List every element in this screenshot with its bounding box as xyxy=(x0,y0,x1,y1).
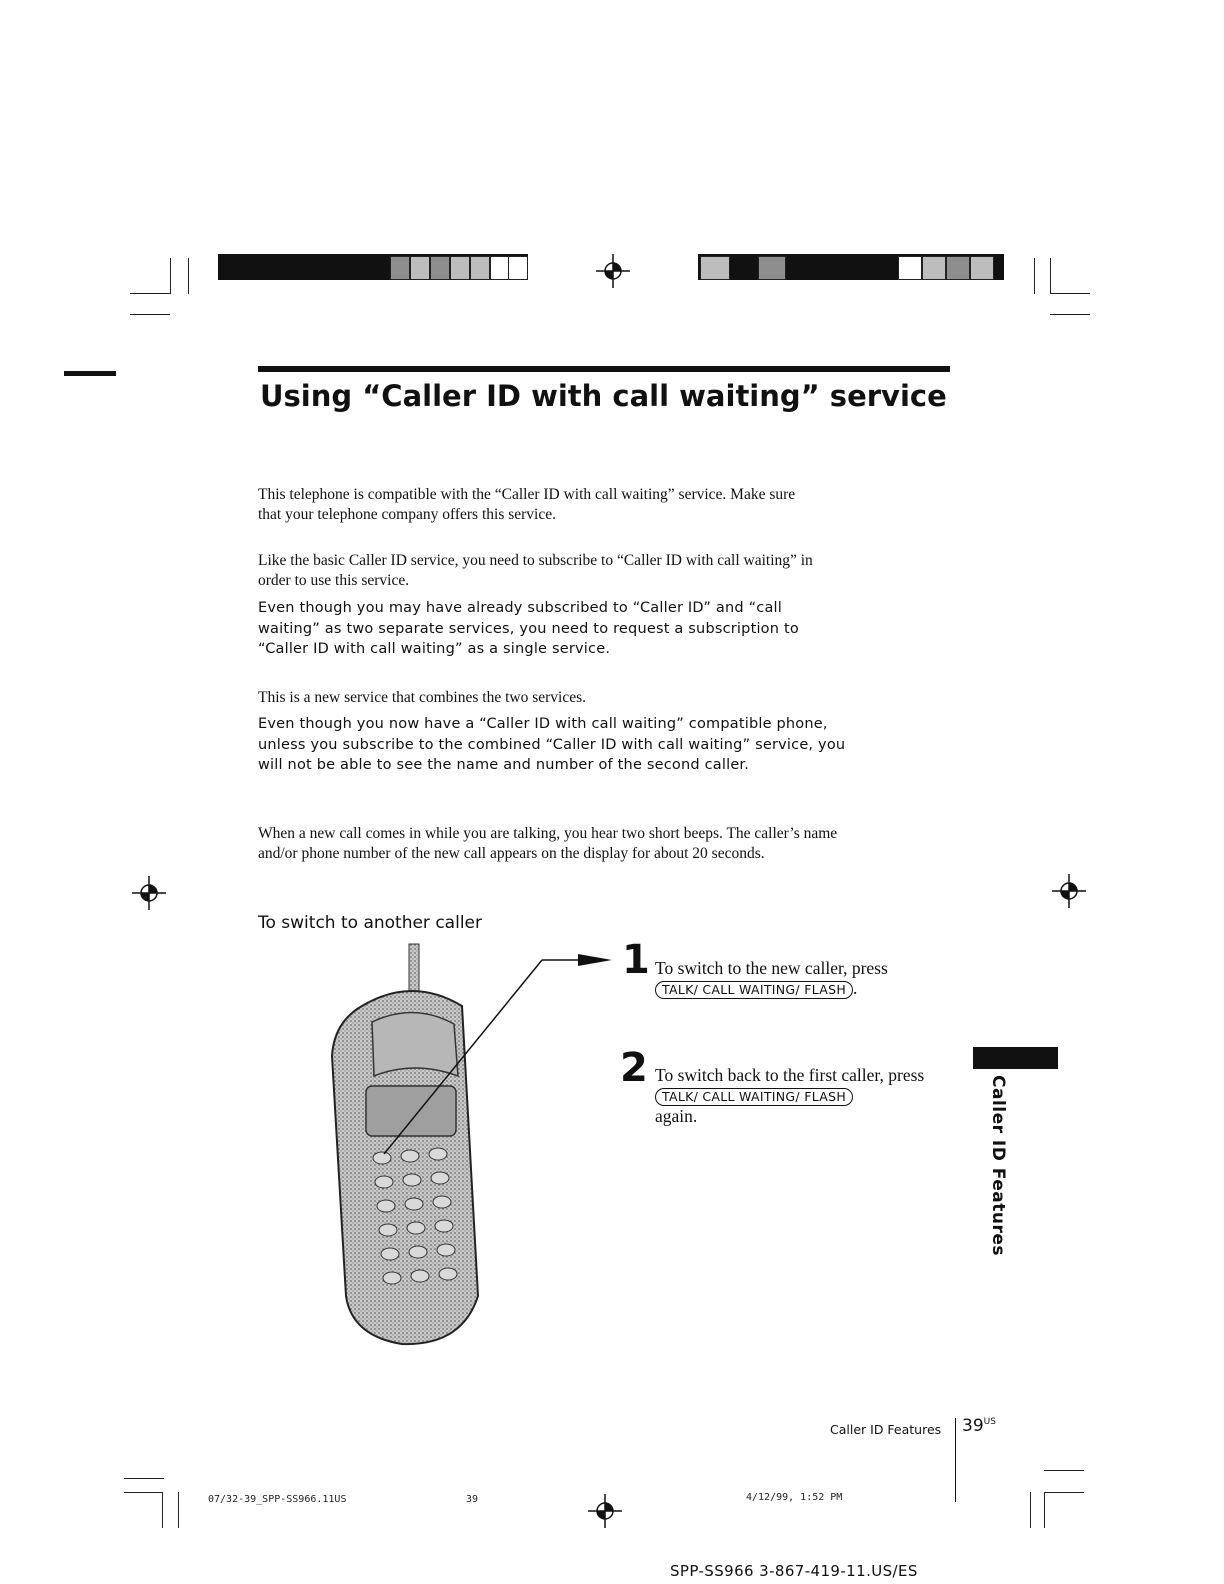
color-calibration-bar-left xyxy=(218,254,528,280)
talk-call-waiting-flash-key: TALK/ CALL WAITING/ FLASH xyxy=(655,1088,853,1106)
intro-paragraph: This telephone is compatible with the “Caller ID with call waiting” service. Make sure that your telephone company offers this service. xyxy=(258,486,796,523)
section-tab-marker xyxy=(973,1047,1058,1069)
title-rule xyxy=(258,366,950,372)
step-1-text xyxy=(655,958,945,999)
color-calibration-bar-right xyxy=(698,254,1004,280)
slug-filename: 07/32-39_SPP-SS966.11US xyxy=(208,1494,347,1505)
step-2-suffix: again. xyxy=(655,1106,698,1126)
step-2-number: 2 xyxy=(620,1045,648,1091)
step-1-suffix: . xyxy=(853,978,858,998)
footer-divider xyxy=(955,1418,956,1502)
second-caller-note: Even though you now have a “Caller ID with call waiting” compatible phone, unless you subscribe to the combined “Caller ID with call waiting” service, you will not be able to see the name and number of the second caller. xyxy=(258,716,846,773)
talk-call-waiting-flash-key: TALK/ CALL WAITING/ FLASH xyxy=(655,981,853,999)
page-number-suffix: US xyxy=(983,1417,996,1427)
slug-page: 39 xyxy=(466,1494,479,1505)
step-2-text xyxy=(655,1065,945,1126)
step-2-instruction: To switch back to the first caller, press xyxy=(655,1065,925,1085)
step-1-number: 1 xyxy=(622,937,650,983)
page-number: $39^{US}$ xyxy=(962,1416,996,1436)
registration-mark-icon xyxy=(596,254,630,288)
margin-dash xyxy=(64,371,116,376)
registration-mark-icon xyxy=(132,876,166,910)
section-subheading: To switch to another caller xyxy=(258,913,482,933)
page-title: Using “Caller ID with call waiting” service xyxy=(260,379,947,413)
document-number: SPP-SS966 3-867-419-11.US/ES xyxy=(670,1562,918,1580)
registration-mark-icon xyxy=(1052,874,1086,908)
footer-section-name: Caller ID Features xyxy=(830,1422,942,1437)
section-tab-label: Caller ID Features xyxy=(988,1075,1008,1256)
cordless-phone-illustration xyxy=(322,936,622,1356)
new-service-paragraph: This is a new service that combines the two services. xyxy=(258,689,586,706)
separate-services-note: Even though you may have already subscribed to “Caller ID” and “call waiting” as two separate services, you need to request a subscription to “Caller ID with call waiting” as a single service. xyxy=(258,600,799,657)
step-1-instruction: To switch to the new caller, press xyxy=(655,958,888,978)
slug-date: 4/12/99, 1:52 PM xyxy=(746,1492,843,1503)
new-call-paragraph: When a new call comes in while you are talking, you hear two short beeps. The caller’s name and/or phone number of the new call appears on the display for about 20 seconds. xyxy=(258,825,838,862)
registration-mark-icon xyxy=(588,1494,622,1528)
subscription-paragraph: Like the basic Caller ID service, you need to subscribe to “Caller ID with call waiting” in order to use this service. xyxy=(258,552,813,589)
